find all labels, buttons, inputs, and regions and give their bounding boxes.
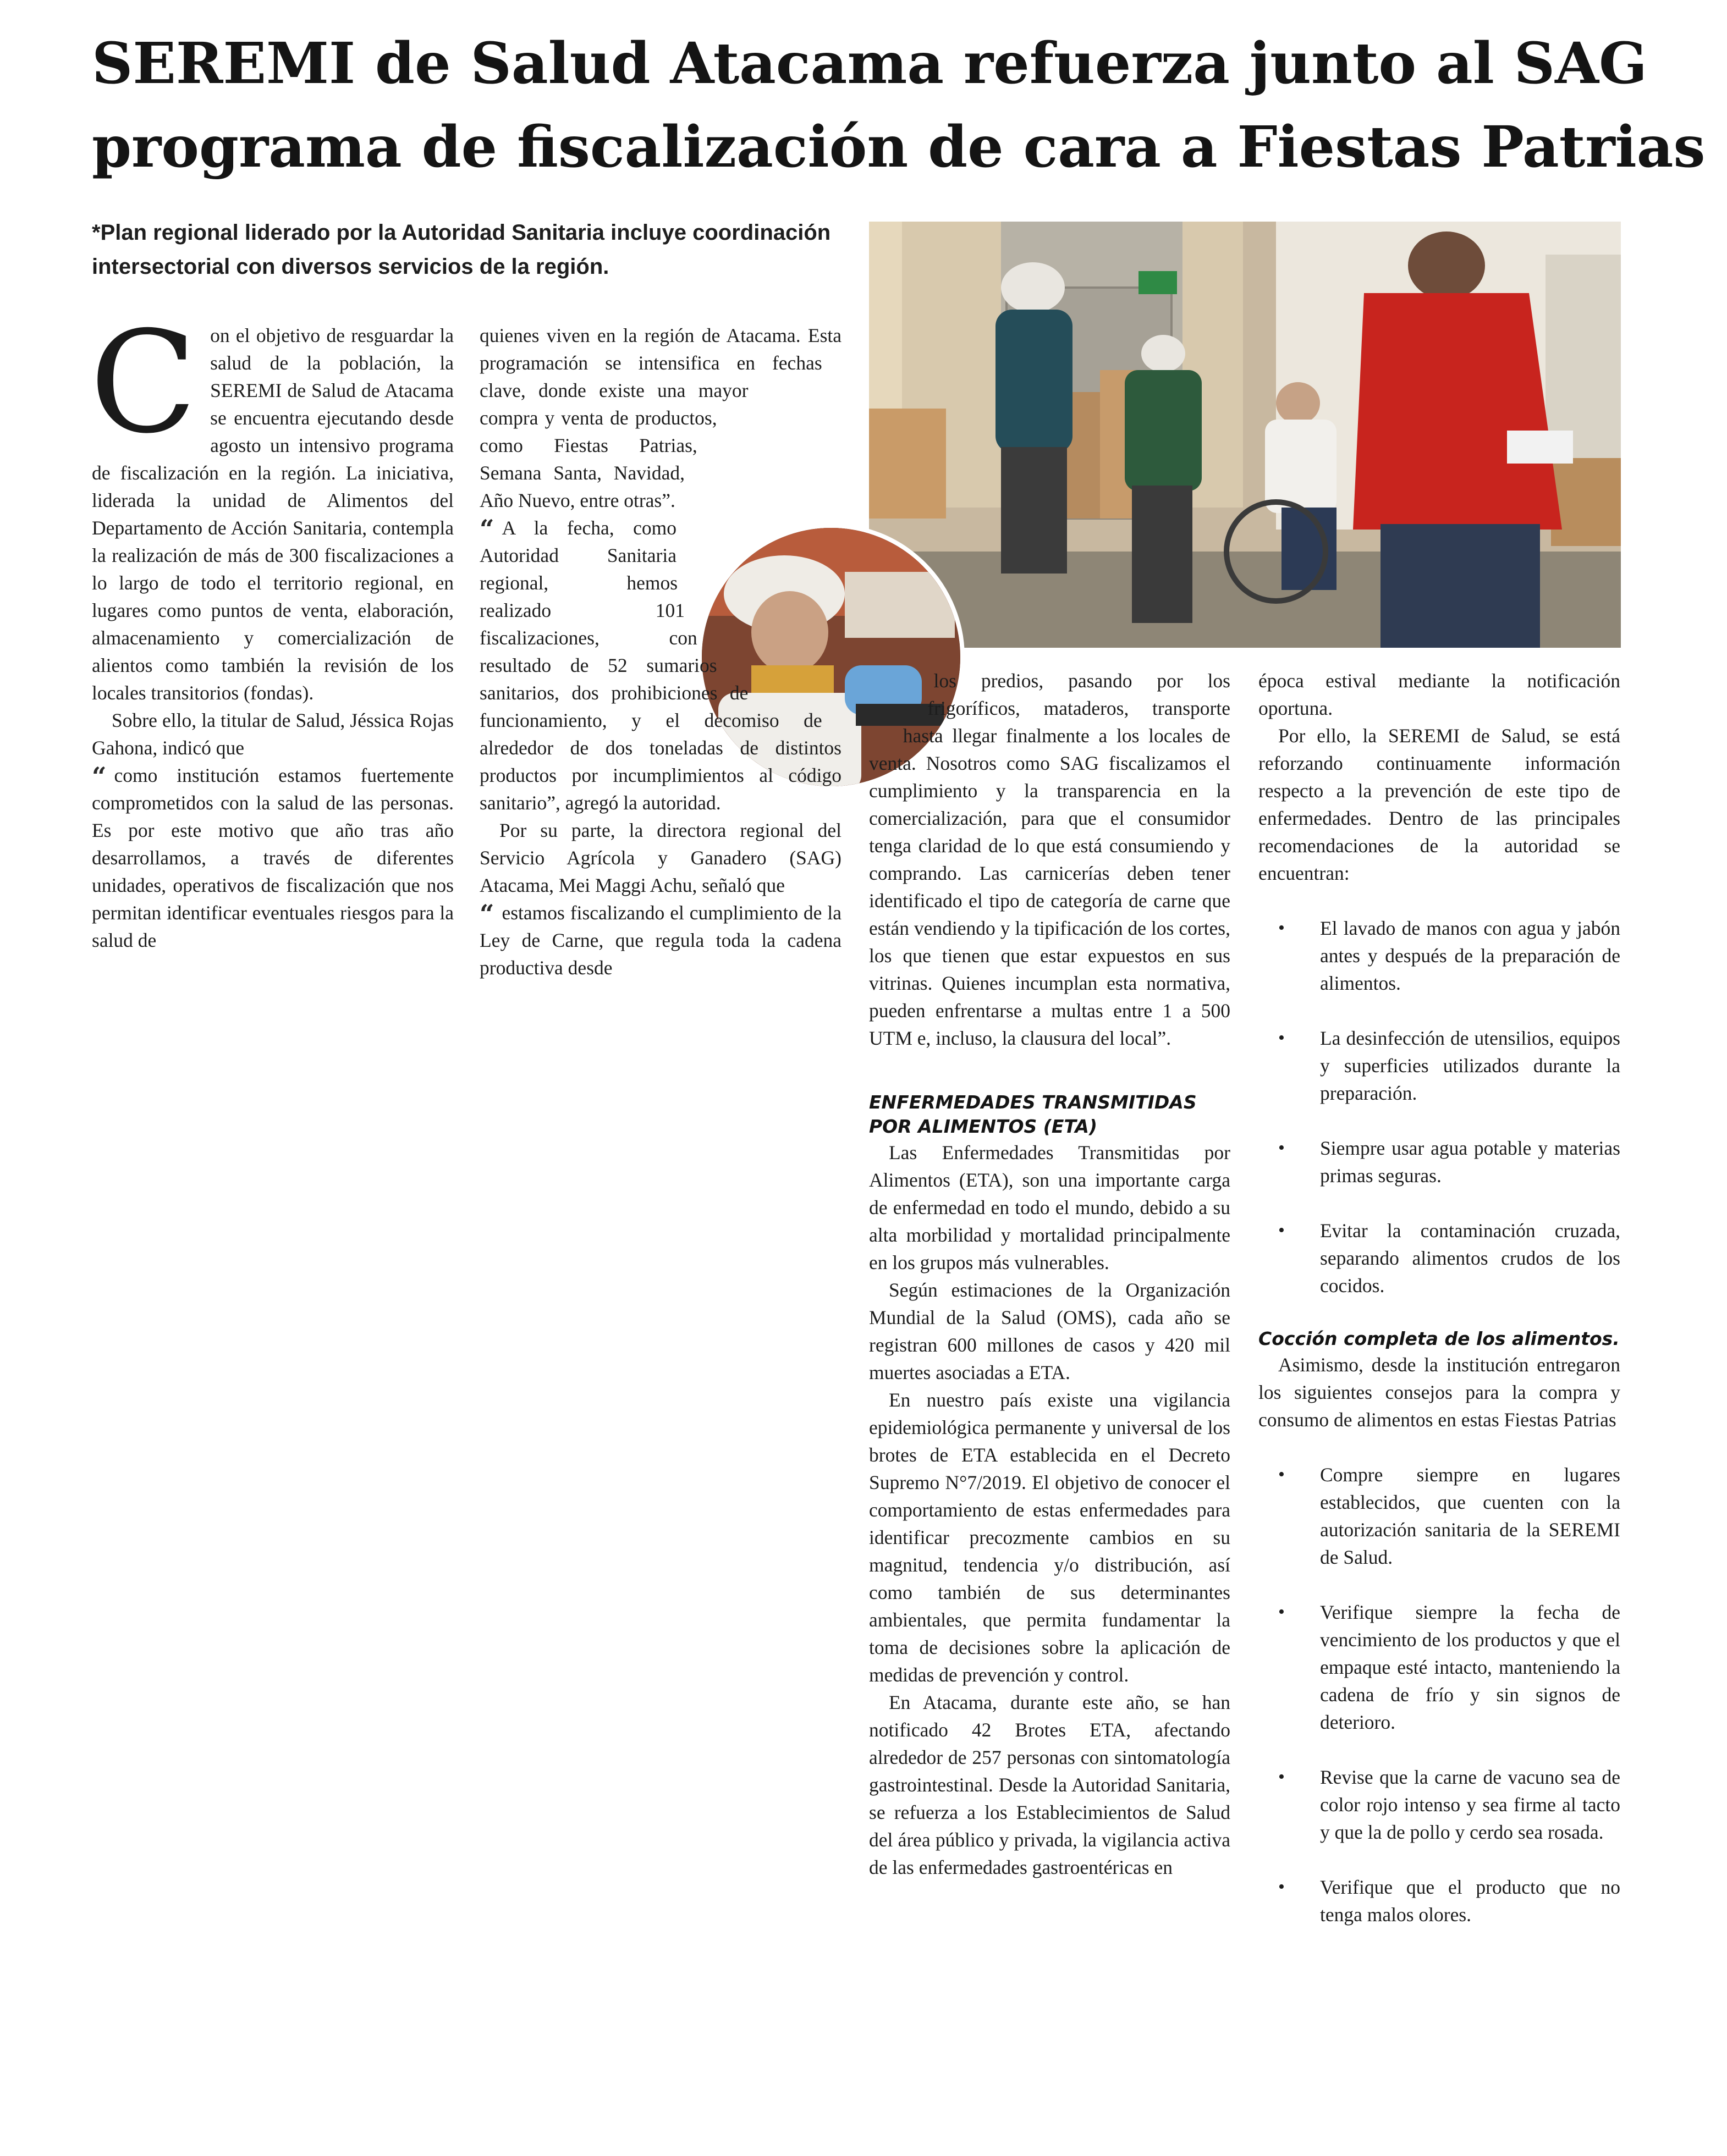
- inspection-photo: [869, 222, 1621, 648]
- quote-mark-icon: “: [480, 899, 494, 929]
- paragraph: En Atacama, durante este año, se han notificado 42 Brotes ETA, afectando alrededor de 257 personas con sintomatología gastrointestinal. Desde la Autoridad Sanitaria, se refuerza a los Establecimientos de Salud del área público y privada, la vigilancia activa de las enfermedades gastroentéricas en: [869, 1691, 1230, 1878]
- paragraph: quienes viven en la región de Atacama. Esta programación se intensifica en fechas clave, donde existe una mayor compra y venta de productos, como Fiestas Patrias, Semana Santa, Navidad, Año Nuevo, entre otras”.: [480, 324, 842, 511]
- intro-paragraph: [90, 301, 454, 707]
- paragraph: Sobre ello, la titular de Salud, Jéssica Rojas Gahona, indicó que: [92, 709, 454, 759]
- drop-cap: C: [90, 301, 197, 465]
- column-1: [90, 301, 454, 954]
- inspection-scene-illustration: [869, 222, 1621, 648]
- list-item: • El lavado de manos con agua y jabón antes y después de la preparación de alimentos.: [1258, 914, 1620, 997]
- list-item: • Siempre usar agua potable y materias primas seguras.: [1258, 1134, 1620, 1189]
- quote-paragraph: [92, 762, 454, 954]
- subheadline: *Plan regional liderado por la Autoridad Sanitaria incluye coordinación intersectorial con diversos servicios de la región.: [92, 220, 831, 279]
- list-item: • Verifique que el producto que no tenga malos olores.: [1258, 1873, 1620, 1928]
- headline: [92, 22, 1706, 189]
- quote-mark-icon: “: [92, 762, 107, 791]
- list-item: • Verifique siempre la fecha de vencimiento de los productos y que el empaque esté intacto, manteniendo la cadena de frío y sin signos de deterioro.: [1258, 1598, 1620, 1736]
- section-subtitle: Cocción completa de los alimentos.: [1258, 1328, 1620, 1349]
- column-3: [869, 667, 1230, 1881]
- section-subtitle: ENFERMEDADES TRANSMITIDAS POR ALIMENTOS (ETA): [869, 1091, 1197, 1137]
- list-item: • La desinfección de utensilios, equipos y superficies utilizados durante la preparación.: [1258, 1024, 1620, 1107]
- column-2: [480, 322, 842, 981]
- list-item: • Revise que la carne de vacuno sea de color rojo intenso y sea firme al tacto y que la de pollo y cerdo sea rosada.: [1258, 1763, 1620, 1846]
- paragraph: los predios, pasando por los frigoríficos, mataderos, transporte hasta llegar finalmente a los locales de venta. Nosotros como SAG fiscalizamos el cumplimiento y la transparencia en la comercialización, para que el consumidor tenga claridad de lo que está consumiendo y comprando. Las carnicerías deben tener identificado el tipo de categoría de carne que están vendiendo y la tipificación de los cortes, los que tienen que estar expuestos en sus vitrinas. Quienes incumplan esta normativa, pueden enfrentarse a multas entre 1 a 500 UTM e, incluso, la clausura del local”.: [869, 670, 1230, 1049]
- headline-line-1: SEREMI de Salud Atacama refuerza junto al SAG: [92, 30, 1647, 97]
- paragraph: Según estimaciones de la Organización Mundial de la Salud (OMS), cada año se registran 600 millones de casos y 420 mil muertes asociadas a ETA.: [869, 1279, 1230, 1383]
- quote-text: como institución estamos fuertemente comprometidos con la salud de las personas. Es por este motivo que año tras año desarrollamos, a través de diferentes unidades, operativos de fiscalización que nos permitan identificar eventuales riesgos para la salud de: [92, 764, 454, 951]
- paragraph: Las Enfermedades Transmitidas por Alimentos (ETA), son una importante carga de enfermedad en todo el mundo, debido a su alta morbilidad y mortalidad principalmente en los grupos más vulnerables.: [869, 1142, 1230, 1273]
- paragraph: Por su parte, la directora regional del Servicio Agrícola y Ganadero (SAG) Atacama, Mei Maggi Achu, señaló que: [480, 819, 842, 896]
- quote-text: estamos fiscalizando el cumplimiento de la Ley de Carne, que regula toda la cadena productiva desde: [480, 902, 842, 979]
- paragraph: época estival mediante la notificación oportuna.: [1258, 670, 1620, 719]
- quote-mark-icon: “: [480, 514, 494, 544]
- intro-text: on el objetivo de resguardar la salud de la población, la SEREMI de Salud de Atacama se encuentra ejecutando desde agosto un intensivo programa de fiscalización en la región. La iniciativa, liderada la unidad de Alimentos del Departamento de Acción Sanitaria, contempla la realización de más de 300 fiscalizaciones a lo largo de todo el territorio regional, en lugares como puntos de venta, elaboración, almacenamiento y comercialización de alientos como también la revisión de los locales transitorios (fondas).: [92, 324, 454, 704]
- recommendations-list: [1258, 914, 1620, 1299]
- list-item: • Compre siempre en lugares establecidos, que cuenten con la autorización sanitaria de la SEREMI de Salud.: [1258, 1461, 1620, 1571]
- paragraph: En nuestro país existe una vigilancia epidemiológica permanente y universal de los brotes de ETA establecida en el Decreto Supremo N°7/2019. El objetivo de conocer el comportamiento de estas enfermedades para identificar precozmente cambios en su magnitud, tendencia y/o distribución, así como también de sus determinantes ambientales, que permita fundamentar la toma de decisiones sobre la aplicación de medidas de prevención y control.: [869, 1389, 1230, 1686]
- paragraph: Por ello, la SEREMI de Salud, se está reforzando continuamente información respecto a la prevención de este tipo de enfermedades. Dentro de las principales recomendaciones de la autoridad se encuentran:: [1258, 725, 1620, 884]
- quote-paragraph: [480, 899, 842, 981]
- tips-list: [1258, 1461, 1620, 1928]
- list-item: • Evitar la contaminación cruzada, separando alimentos crudos de los cocidos.: [1258, 1217, 1620, 1299]
- headline-line-2: programa de fiscalización de cara a Fiestas Patrias: [92, 114, 1706, 180]
- quote-text: A la fecha, como Autoridad Sanitaria regional, hemos realizado 101 fiscalizaciones, con resultado de 52 sumarios sanitarios, dos prohibiciones de funcionamiento, y el decomiso de alrededor de dos toneladas de distintos productos por incumplimientos al código sanitario”, agregó la autoridad.: [480, 517, 842, 814]
- column-4: [1258, 667, 1620, 1928]
- paragraph: Asimismo, desde la institución entregaron los siguientes consejos para la compra y consumo de alimentos en estas Fiestas Patrias: [1258, 1354, 1620, 1431]
